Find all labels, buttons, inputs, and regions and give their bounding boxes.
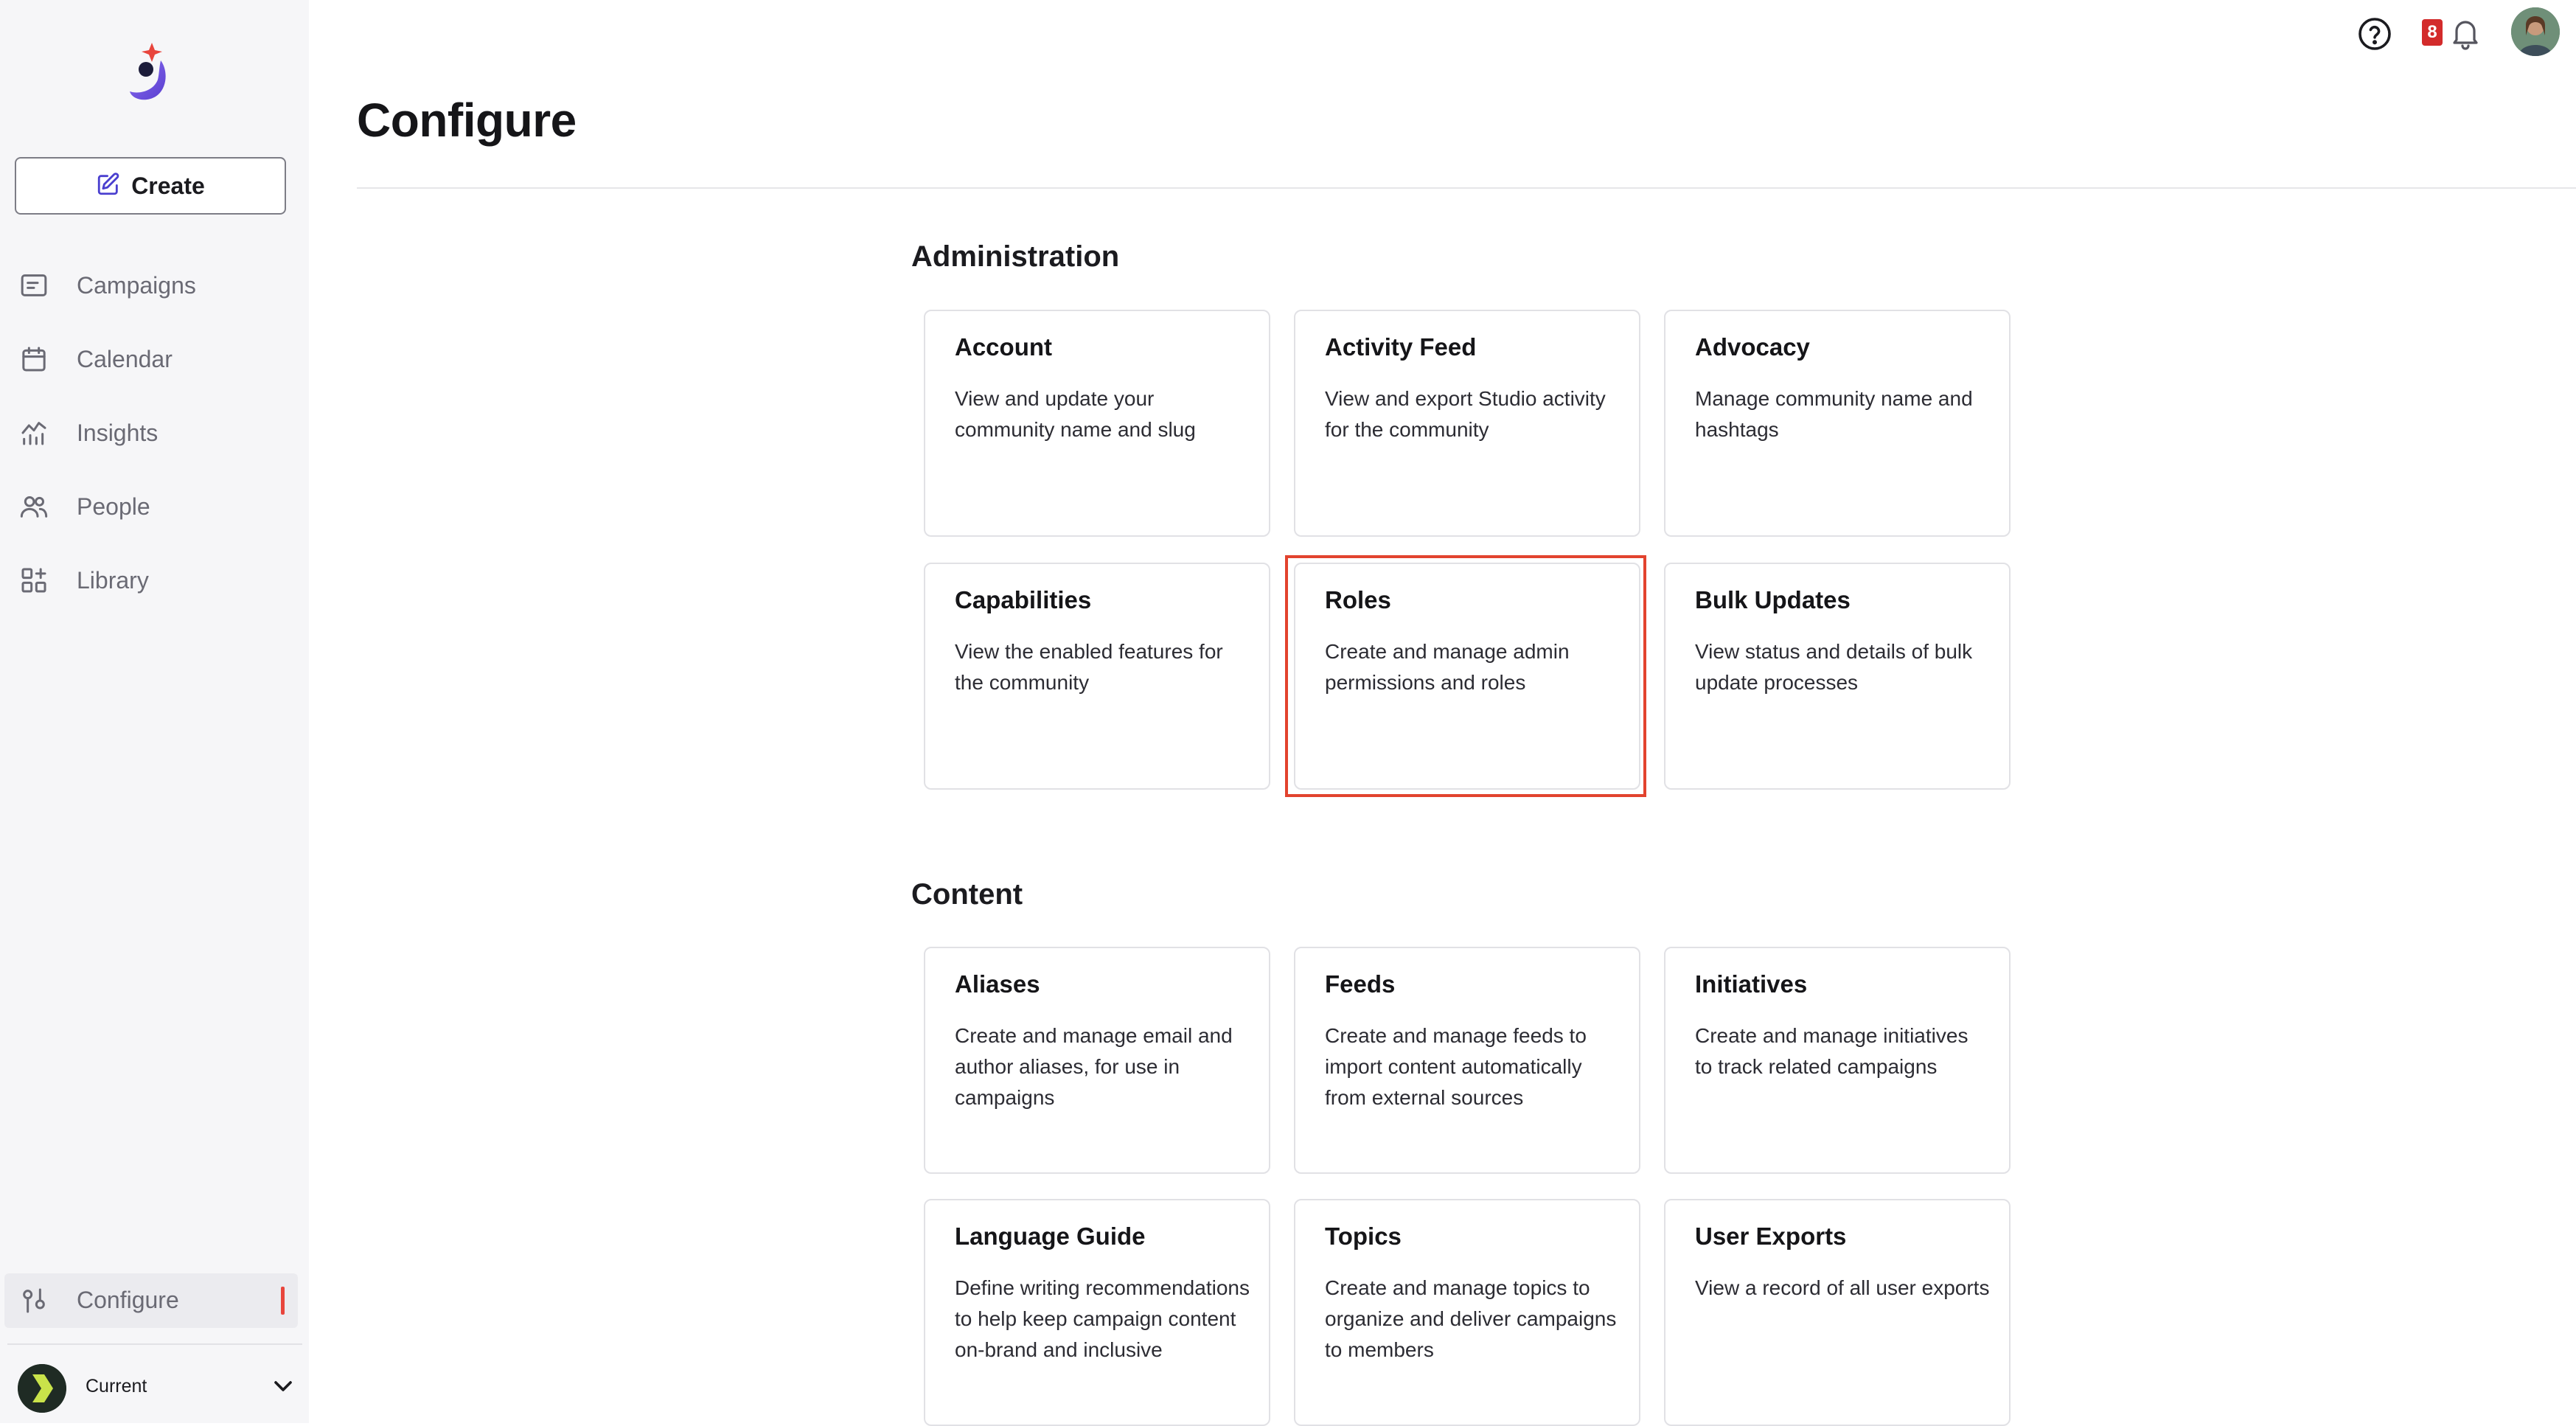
card-title: Language Guide [955, 1222, 1146, 1250]
chevron-down-icon [268, 1371, 298, 1401]
active-indicator [281, 1287, 285, 1315]
card-title: Account [955, 333, 1052, 361]
community-name: Current [86, 1376, 147, 1397]
create-button-label: Create [131, 172, 205, 199]
library-icon [18, 564, 50, 597]
card-title: User Exports [1695, 1222, 1847, 1250]
app-logo[interactable] [124, 43, 180, 106]
sidebar-item-library[interactable] [0, 554, 309, 606]
sidebar-item-label: Configure [77, 1287, 179, 1313]
card-account[interactable] [924, 310, 1270, 537]
card-user-exports[interactable] [1664, 1199, 2011, 1426]
community-avatar [18, 1364, 66, 1413]
section-title-administration: Administration [911, 240, 1120, 273]
sidebar-item-campaigns[interactable] [0, 260, 309, 311]
card-description: Create and manage email and author aliases, for use in campaigns [955, 1024, 1233, 1109]
card-title: Topics [1325, 1222, 1402, 1250]
card-title: Aliases [955, 970, 1040, 998]
card-title: Feeds [1325, 970, 1396, 998]
sidebar-item-label: People [77, 493, 150, 520]
calendar-icon [18, 343, 50, 375]
configure-icon [18, 1284, 50, 1317]
people-icon [18, 490, 50, 523]
section-title-content: Content [911, 878, 1023, 911]
card-description: View and update your community name and slug [955, 387, 1196, 441]
sidebar-item-people[interactable] [0, 481, 309, 532]
card-language-guide[interactable] [924, 1199, 1270, 1426]
card-title: Roles [1325, 586, 1391, 613]
sidebar-item-insights[interactable] [0, 407, 309, 459]
card-aliases[interactable] [924, 947, 1270, 1174]
sidebar-item-label: Calendar [77, 345, 173, 372]
card-feeds[interactable] [1294, 947, 1640, 1174]
create-button[interactable] [15, 157, 286, 215]
card-description: Create and manage initiatives to track related campaigns [1695, 1024, 1968, 1078]
insights-icon [18, 417, 50, 449]
card-title: Initiatives [1695, 970, 1808, 998]
card-bulk-updates[interactable] [1664, 563, 2011, 790]
card-title: Advocacy [1695, 333, 1810, 361]
card-title: Bulk Updates [1695, 586, 1851, 613]
sidebar [0, 0, 309, 1423]
card-description: Define writing recommendations to help keep campaign content on-brand and inclusive [955, 1276, 1250, 1361]
sidebar-item-configure[interactable] [4, 1273, 298, 1328]
card-advocacy[interactable] [1664, 310, 2011, 537]
card-description: Manage community name and hashtags [1695, 387, 1973, 441]
card-description: View a record of all user exports [1695, 1276, 1990, 1299]
campaigns-icon [18, 269, 50, 302]
sidebar-divider [7, 1343, 302, 1345]
sidebar-item-label: Library [77, 566, 149, 594]
card-initiatives[interactable] [1664, 947, 2011, 1174]
sidebar-item-label: Campaigns [77, 271, 196, 299]
notification-count-badge: 8 [2422, 19, 2443, 46]
community-switcher[interactable] [18, 1361, 298, 1411]
edit-icon [96, 172, 121, 201]
card-description: View status and details of bulk update processes [1695, 640, 1973, 694]
sidebar-item-calendar[interactable] [0, 333, 309, 385]
page-title: Configure [357, 94, 577, 147]
title-divider [357, 187, 2576, 189]
card-capabilities[interactable] [924, 563, 1270, 790]
card-description: Create and manage admin permissions and roles [1325, 640, 1570, 694]
card-description: View and export Studio activity for the community [1325, 387, 1606, 441]
card-description: View the enabled features for the community [955, 640, 1223, 694]
user-avatar[interactable] [2511, 7, 2560, 56]
card-topics[interactable] [1294, 1199, 1640, 1426]
card-title: Activity Feed [1325, 333, 1477, 361]
card-activity-feed[interactable] [1294, 310, 1640, 537]
sidebar-item-label: Insights [77, 419, 159, 446]
help-icon[interactable] [2357, 16, 2392, 52]
card-description: Create and manage topics to organize and deliver campaigns to members [1325, 1276, 1617, 1361]
bell-icon[interactable] [2448, 15, 2483, 50]
card-roles[interactable] [1294, 563, 1640, 790]
card-description: Create and manage feeds to import content automatically from external sources [1325, 1024, 1587, 1109]
card-title: Capabilities [955, 586, 1092, 613]
